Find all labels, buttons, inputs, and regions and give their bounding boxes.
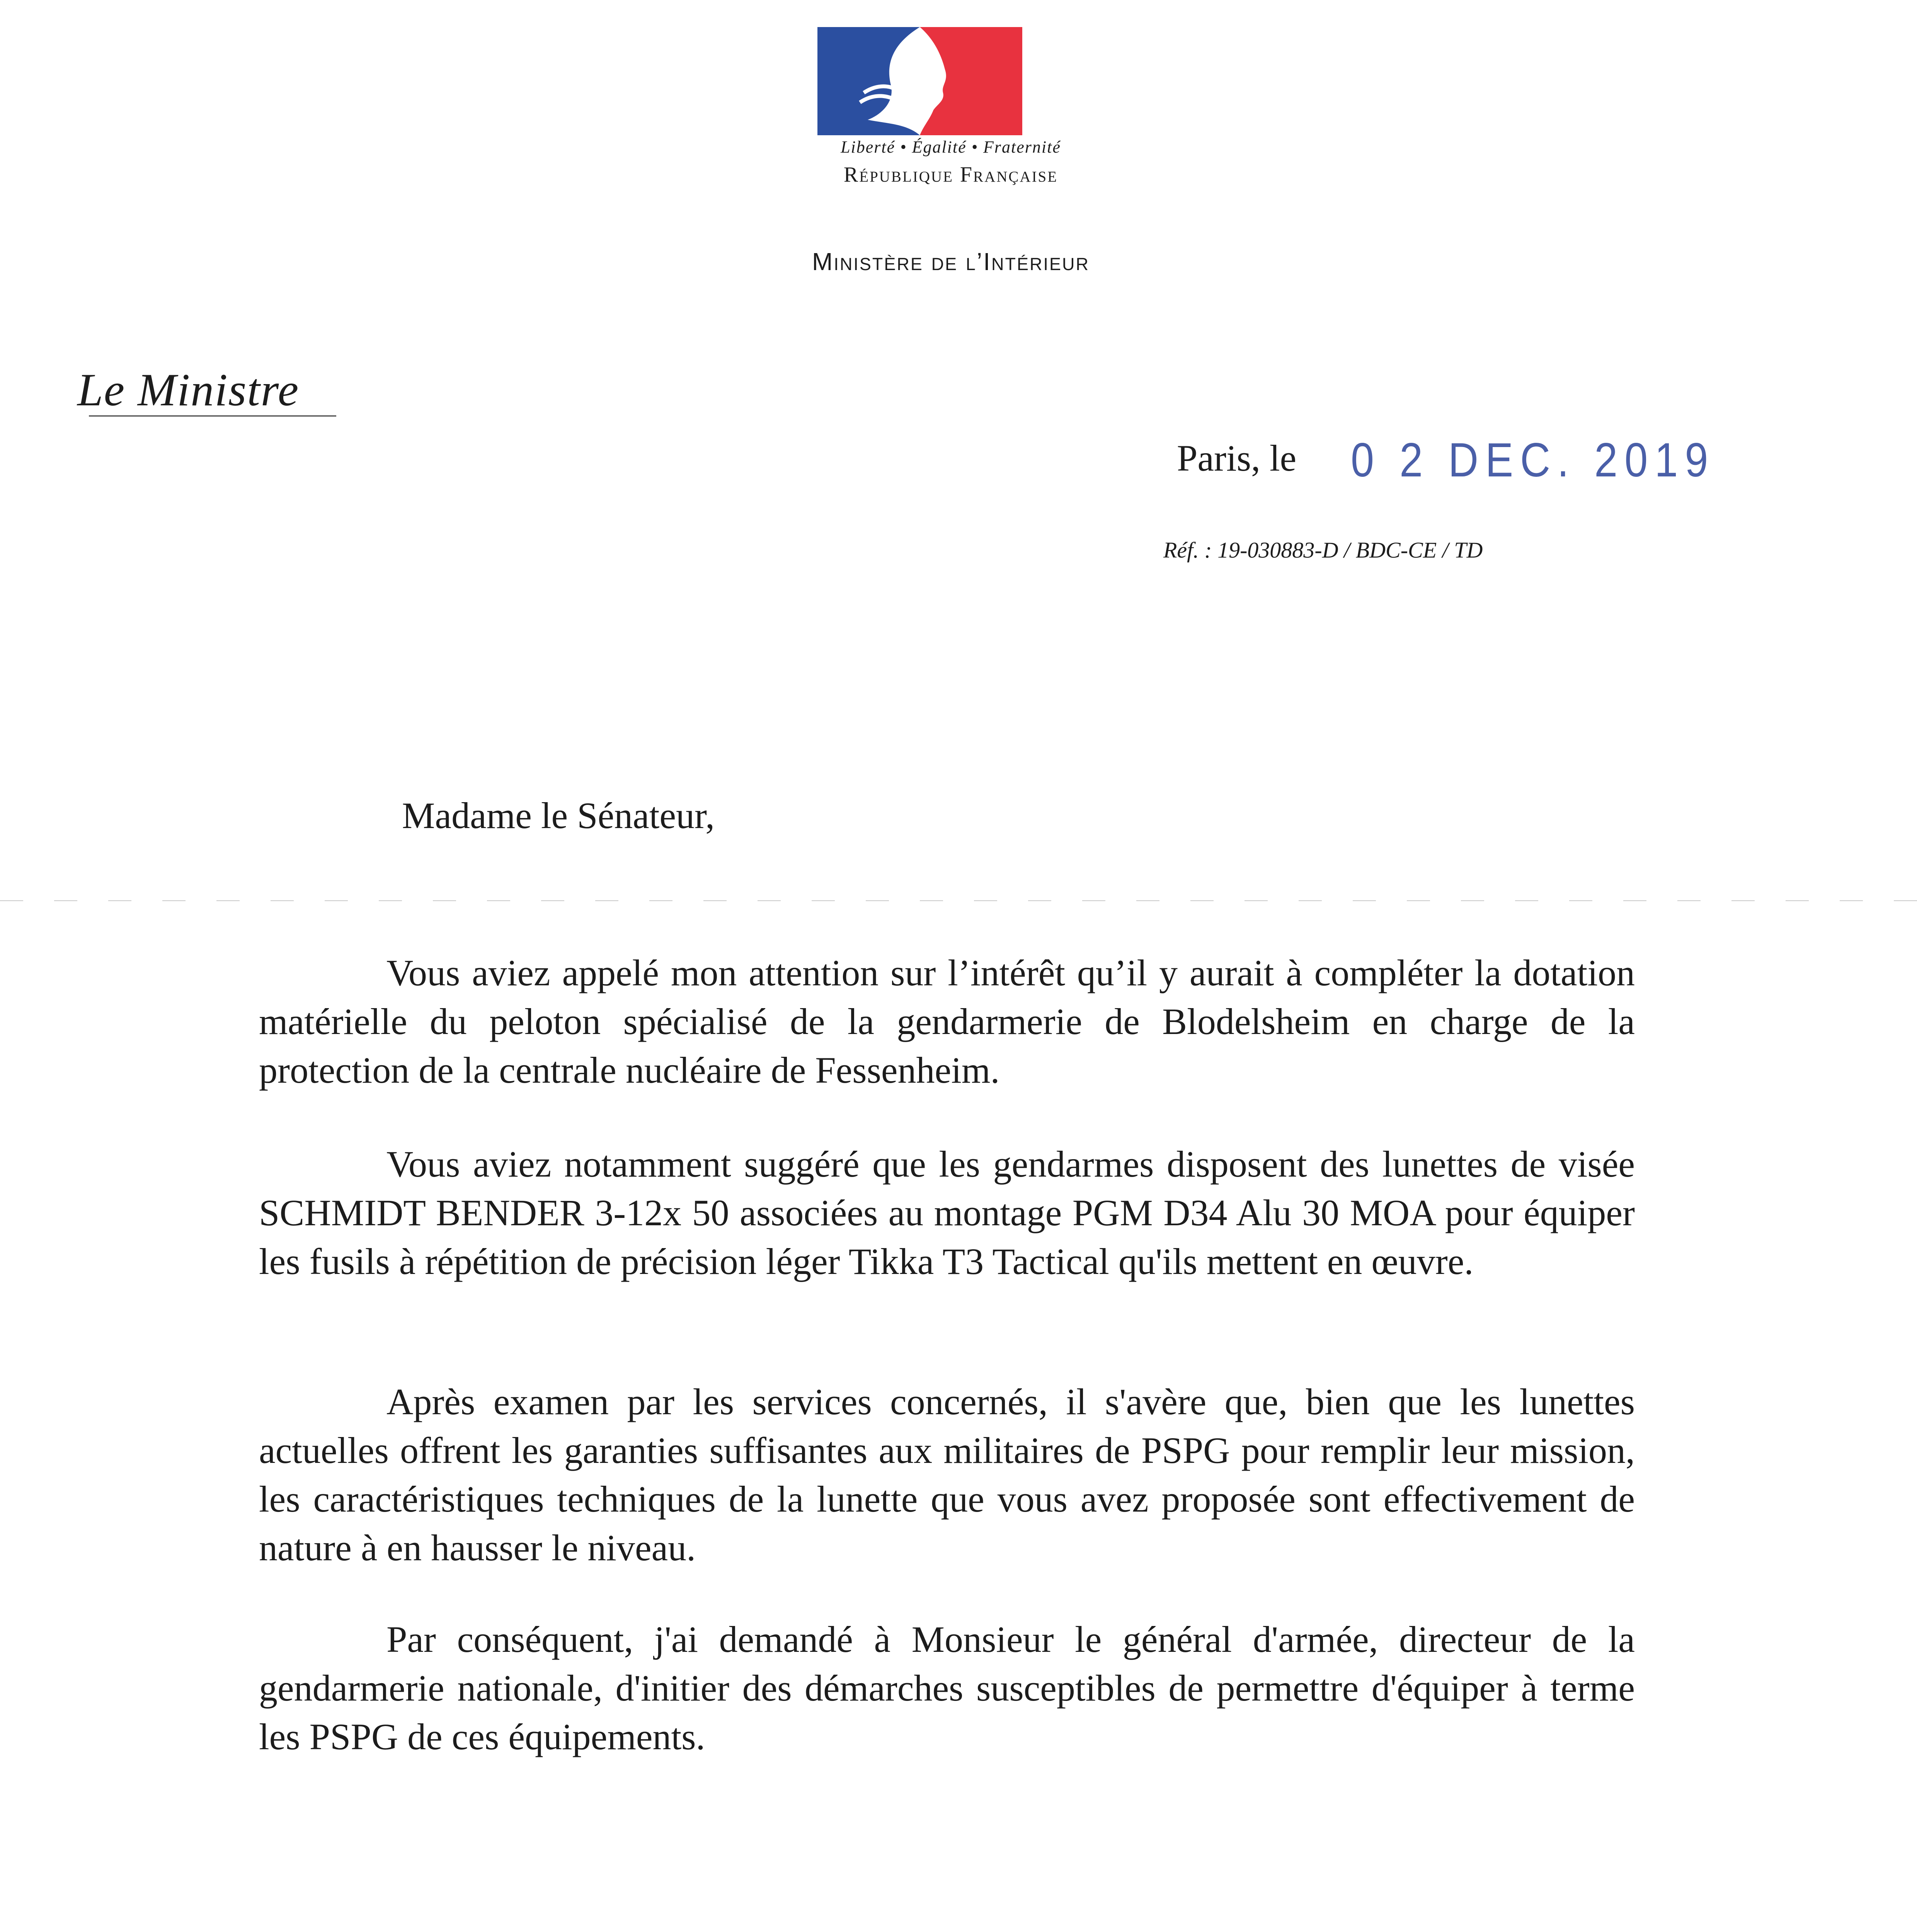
date-label: Paris, le bbox=[1177, 437, 1297, 479]
fold-line bbox=[0, 900, 1917, 901]
ministry-name: Ministère de l’Intérieur bbox=[812, 248, 1090, 276]
republic-motto: Liberté • Égalité • Fraternité bbox=[841, 138, 1061, 156]
salutation: Madame le Sénateur, bbox=[402, 795, 715, 836]
body-paragraph-2 bbox=[259, 1140, 1635, 1286]
paragraph-text: Après examen par les services concernés, il s'avère que, bien que les lunettes actuelles offrent les garanties suffisantes aux militaires de PSPG pour remplir leur mission, les caractéristiques techniques de la lunette que vous avez proposée sont effectivement de nature à en hausser le niveau. bbox=[259, 1381, 1635, 1568]
paragraph-text: Par conséquent, j'ai demandé à Monsieur le général d'armée, directeur de la gendarmerie nationale, d'initier des démarches susceptibles de permettre d'équiper à terme les PSPG de ces équipements. bbox=[259, 1619, 1635, 1757]
paragraph-text: Vous aviez notamment suggéré que les gendarmes disposent des lunettes de visée SCHMIDT BENDER 3-12x 50 associées au montage PGM D34 Alu 30 MOA pour équiper les fusils à répétition de précision léger Tikka T3 Tactical qu'ils mettent en œuvre. bbox=[259, 1143, 1635, 1282]
republic-name: République Française bbox=[843, 163, 1058, 187]
signature-underline bbox=[89, 415, 336, 417]
date-stamp: 0 2 DEC. 2019 bbox=[1351, 433, 1715, 487]
body-paragraph-3 bbox=[259, 1378, 1635, 1572]
body-paragraph-4 bbox=[259, 1615, 1635, 1761]
paragraph-text: Vous aviez appelé mon attention sur l’intérêt qu’il y aurait à compléter la dotation matérielle du peloton spécialisé de la gendarmerie de Blodelsheim en charge de la protection de la centrale nucléaire de Fessenheim. bbox=[259, 952, 1635, 1091]
reference: Réf. : 19-030883-D / BDC-CE / TD bbox=[1163, 537, 1483, 563]
marianne-logo bbox=[817, 27, 1022, 135]
signature-title: Le Ministre bbox=[77, 364, 300, 415]
body-paragraph-1 bbox=[259, 949, 1635, 1095]
